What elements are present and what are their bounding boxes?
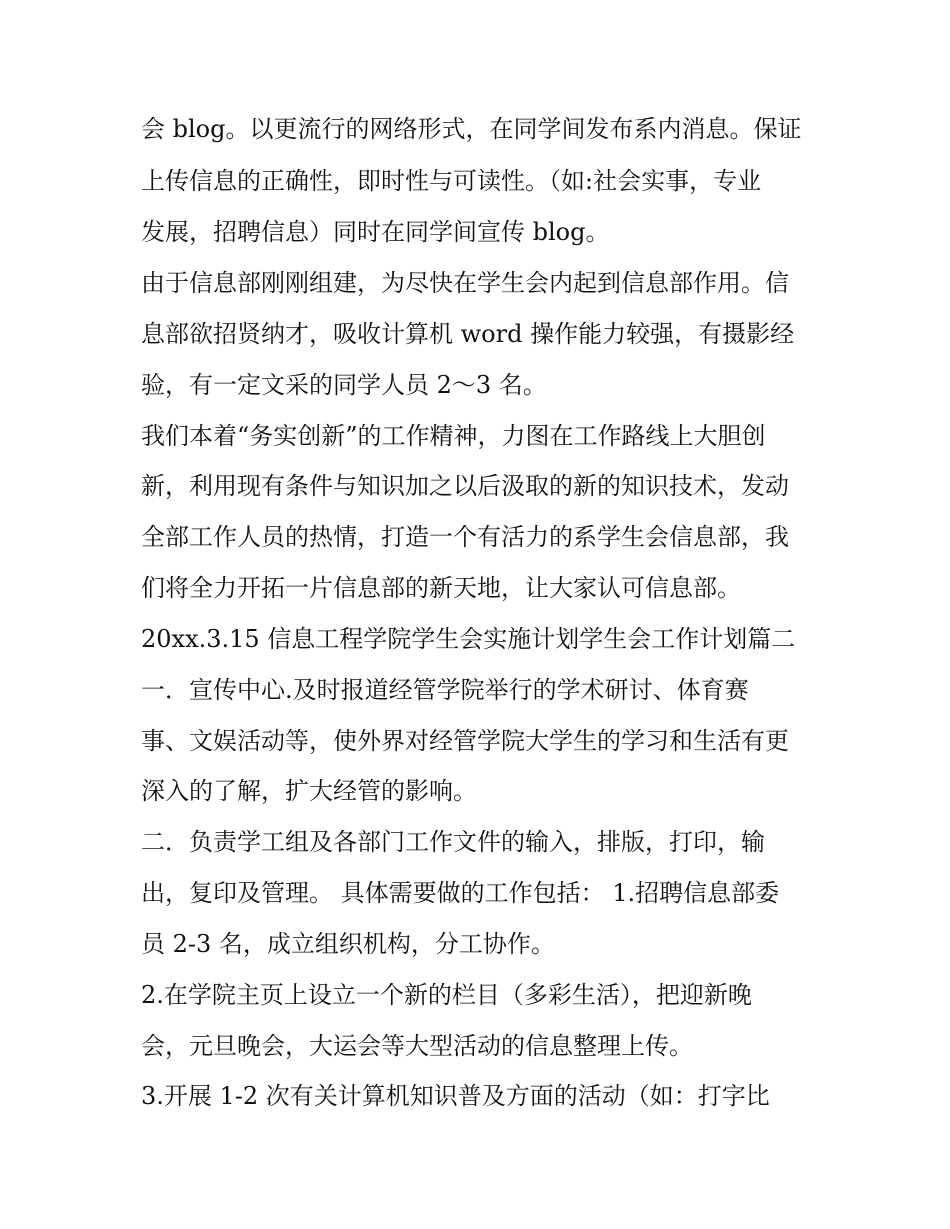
text-line: 深入的了解，扩大经管的影响。 xyxy=(141,777,477,805)
text-line: 一．宣传中心.及时报道经管学院举行的学术研讨、体育赛 xyxy=(141,676,749,704)
text-line: 我们本着“务实创新”的工作精神，力图在工作路线上大胆创 xyxy=(141,422,766,450)
text-line: 二．负责学工组及各部门工作文件的输入，排版，打印，输 xyxy=(141,828,765,856)
text-line: 员 2-3 名，成立组织机构，分工协作。 xyxy=(141,930,555,958)
text-line: 20xx.3.15 信息工程学院学生会实施计划学生会工作计划篇二 xyxy=(141,625,796,653)
text-line: 上传信息的正确性，即时性与可读性。（如:社会实事，专业 xyxy=(141,167,762,195)
text-line: 验，有一定文采的同学人员 2～3 名。 xyxy=(141,371,547,399)
text-line: 会 blog。以更流行的网络形式，在同学间发布系内消息。保证 xyxy=(141,115,802,143)
text-line: 3.开展 1-2 次有关计算机知识普及方面的活动（如：打字比 xyxy=(141,1082,770,1110)
text-line: 事、文娱活动等，使外界对经管学院大学生的学习和生活有更 xyxy=(141,727,789,755)
text-line: 出，复印及管理。 具体需要做的工作包括： 1.招聘信息部委 xyxy=(141,879,780,907)
text-line: 由于信息部刚刚组建，为尽快在学生会内起到信息部作用。信 xyxy=(141,269,789,297)
text-line: 息部欲招贤纳才，吸收计算机 word 操作能力较强，有摄影经 xyxy=(141,320,795,348)
text-line: 全部工作人员的热情，打造一个有活力的系学生会信息部，我 xyxy=(141,523,789,551)
text-line: 2.在学院主页上设立一个新的栏目（多彩生活），把迎新晚 xyxy=(141,981,752,1009)
text-line: 们将全力开拓一片信息部的新天地，让大家认可信息部。 xyxy=(141,574,741,602)
text-line: 发展，招聘信息）同时在同学间宣传 blog。 xyxy=(141,218,610,246)
text-line: 会，元旦晚会，大运会等大型活动的信息整理上传。 xyxy=(141,1032,693,1060)
text-line: 新，利用现有条件与知识加之以后汲取的新的知识技术，发动 xyxy=(141,472,789,500)
